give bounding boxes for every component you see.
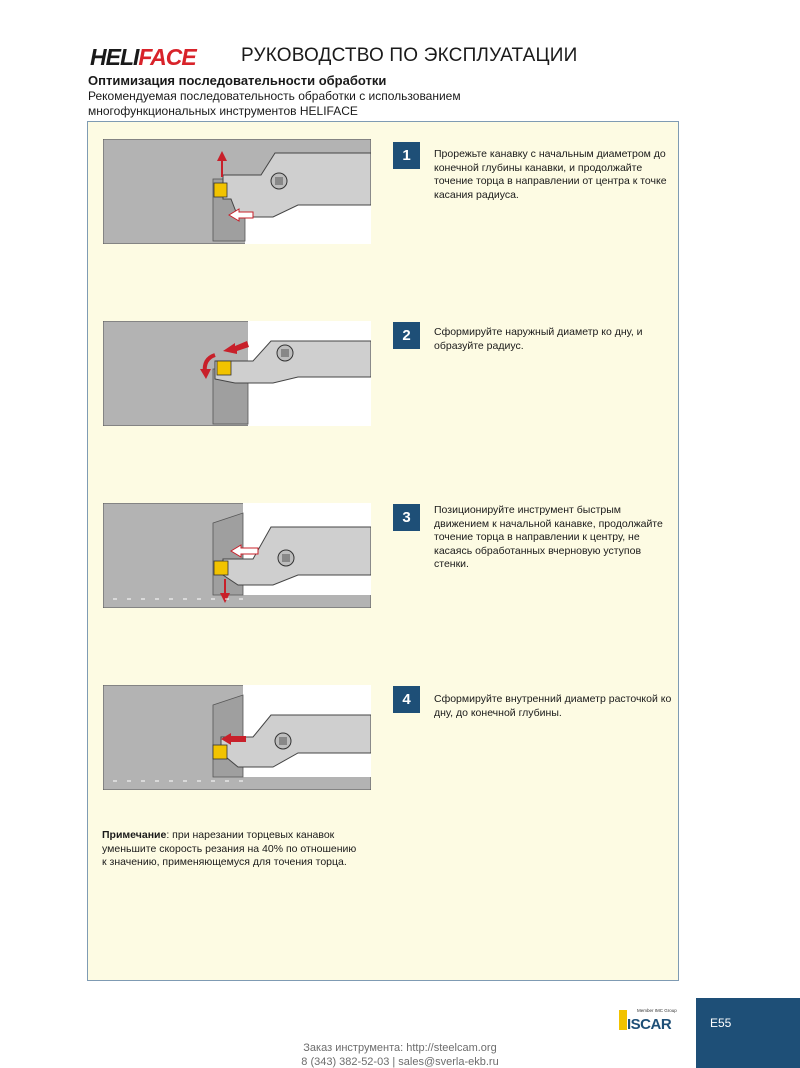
note-label: Примечание [102, 829, 167, 841]
step-2-badge: 2 [393, 322, 420, 349]
footer [0, 1041, 800, 1068]
step-1-diagram [103, 139, 371, 244]
logo-text: HELIFACE [90, 44, 196, 70]
step-3-badge: 3 [393, 504, 420, 531]
page-title: РУКОВОДСТВО ПО ЭКСПЛУАТАЦИИ [241, 45, 578, 66]
iscar-logo [617, 1006, 679, 1032]
note [102, 829, 362, 870]
heliface-logo [90, 44, 196, 71]
section-subtitle: Рекомендуемая последовательность обработки с использованием многофункциональных инструментов HELIFACE [88, 89, 461, 118]
step-1-text: Прорежьте канавку с начальным диаметром до конечной глубины канавки, и продолжайте точение торца в направлении от центра к точке касания радиуса. [434, 148, 667, 201]
step-3-diagram [103, 503, 371, 608]
section-title: Оптимизация последовательности обработки [88, 73, 387, 88]
iscar-wordmark: ISCAR [627, 1016, 672, 1032]
step-4-diagram [103, 685, 371, 790]
iscar-tagline: Member IMC Group [637, 1008, 677, 1013]
footer-contacts: 8 (343) 382-52-03 | sales@sverla-ekb.ru [301, 1056, 499, 1068]
step-2-text: Сформируйте наружный диаметр ко дну, и образуйте радиус. [434, 326, 643, 352]
footer-order-link[interactable]: Заказ инструмента: http://steelcam.org [303, 1042, 497, 1054]
step-4-text: Сформируйте внутренний диаметр расточкой ко дну, до конечной глубины. [434, 693, 672, 719]
note-text: : при нарезании торцевых канавок уменьшите скорость резания на 40% по отношению к значению, применяющемуся для точения торца. [102, 829, 357, 869]
page-number: E55 [710, 1016, 732, 1030]
step-4-badge: 4 [393, 686, 420, 713]
step-1-badge: 1 [393, 142, 420, 169]
step-3-text: Позиционируйте инструмент быстрым движением к начальной канавке, продолжайте точение торца в направлении к центру, не касаясь обработанных вчерновую уступов стенки. [434, 504, 663, 571]
step-2-diagram [103, 321, 371, 426]
